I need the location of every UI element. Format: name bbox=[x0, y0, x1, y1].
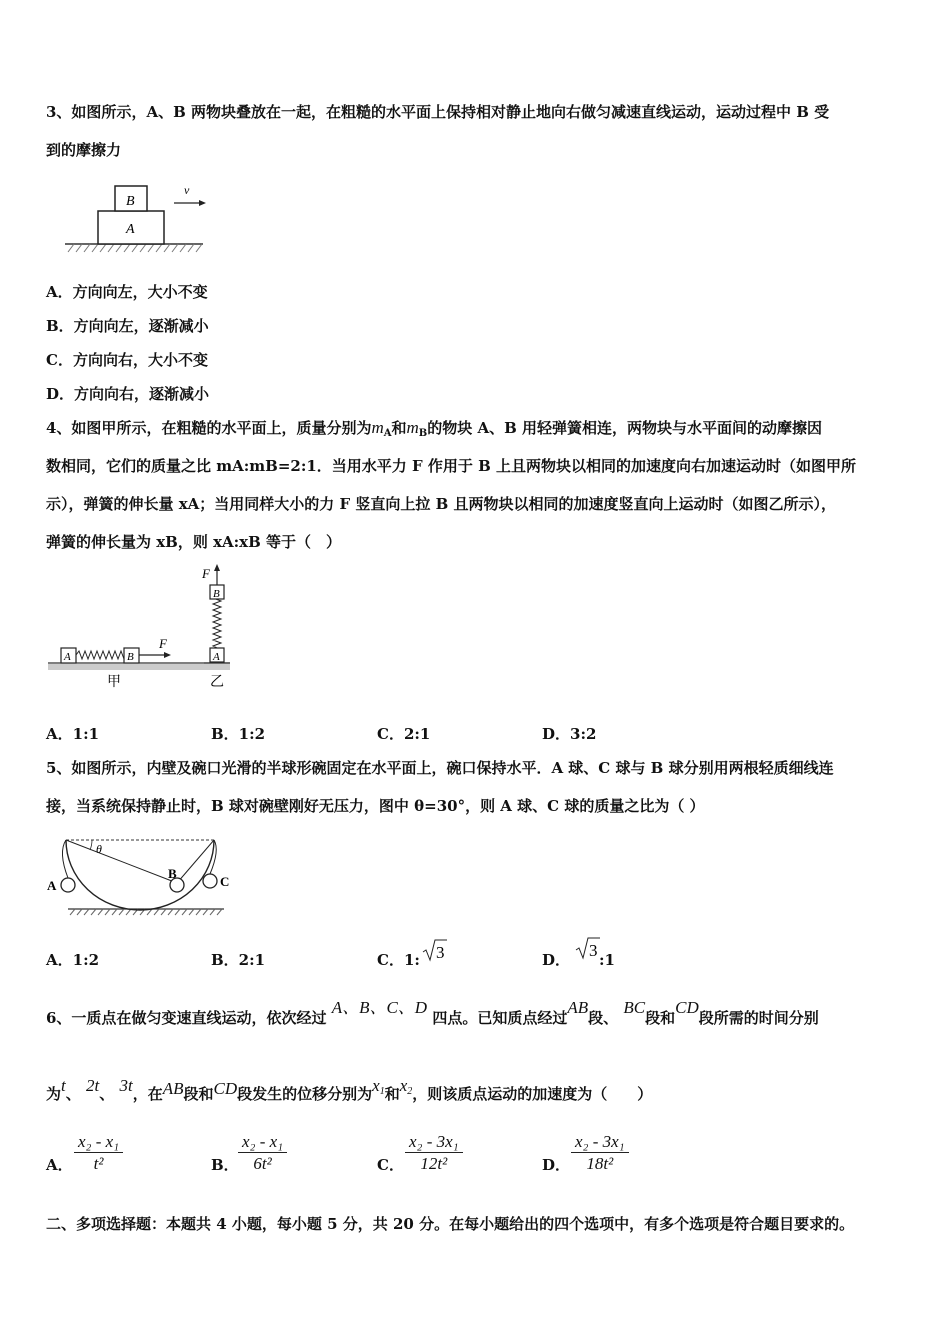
q6-option-d-label: D． bbox=[542, 1156, 571, 1174]
svg-text:A: A bbox=[47, 878, 57, 893]
q4-option-d: D．3:2 bbox=[542, 725, 597, 743]
q5-option-c: C．1: bbox=[377, 951, 420, 969]
q4-option-a: A．1:1 bbox=[46, 725, 100, 743]
label-b: B bbox=[126, 194, 135, 209]
svg-text:B: B bbox=[127, 651, 134, 663]
q6-option-c-fraction: $\frac{\text{x₂ - 3x₁}}{\text{12t²}}$ bbox=[405, 1132, 463, 1175]
q5-option-d-tail: :1 bbox=[599, 951, 615, 969]
q3-option-d: D．方向向右，逐渐减小 bbox=[46, 385, 210, 403]
velocity-arrow-icon bbox=[199, 200, 206, 206]
svg-text:B: B bbox=[168, 866, 177, 881]
q6-option-a-label: A． bbox=[46, 1156, 73, 1174]
sqrt-icon-d bbox=[574, 936, 600, 962]
q3-line2: 到的摩擦力 bbox=[46, 141, 122, 159]
q5-line1: 5、如图所示，内壁及碗口光滑的半球形碗固定在水平面上，碗口保持水平．A 球、C 球与 B 球分别用两根轻质细线连 bbox=[46, 759, 834, 777]
q4-option-b: B．1:2 bbox=[211, 725, 266, 743]
q4-option-c: C．2:1 bbox=[377, 725, 431, 743]
force-up-arrow-icon bbox=[214, 564, 220, 571]
q4-figure-spring bbox=[44, 562, 254, 692]
sqrt-icon-c bbox=[421, 938, 447, 964]
q6-option-d-fraction: $\frac{\text{x₂ - 3x₁}}{\text{18t²}}$ bbox=[571, 1132, 629, 1175]
q6-line2: 为t、 2t、 3t，在AB段和CD段发生的位移分别为$x_1$和$x_2$，则该质点运动的加速度为（ ） bbox=[46, 1076, 653, 1103]
svg-text:C: C bbox=[220, 874, 230, 889]
string-a-b bbox=[66, 840, 177, 883]
q4-line3: 示），弹簧的伸长量 xA；当用同样大小的力 F 竖直向上拉 B 且两物块以相同的加速度竖直向上运动时（如图乙所示）， bbox=[46, 495, 837, 513]
q3-figure-blocks bbox=[60, 178, 210, 258]
svg-text:3: 3 bbox=[589, 941, 598, 960]
q5-figure-bowl bbox=[44, 832, 234, 922]
svg-text:B: B bbox=[213, 588, 220, 600]
ball-c bbox=[203, 874, 217, 888]
q5-line2: 接，当系统保持静止时，B 球对碗壁刚好无压力，图中 θ=30°，则 A 球、C 球的质量之比为（ ） bbox=[46, 797, 705, 815]
q3-option-b: B．方向向左，逐渐减小 bbox=[46, 317, 209, 335]
q5-option-d: D． bbox=[542, 951, 571, 969]
caption-jia: 甲 bbox=[107, 675, 121, 690]
q6-option-a-fraction: $\frac{\text{x₂ - x₁}}{\text{t²}}$ bbox=[74, 1132, 123, 1175]
force-arrow-icon bbox=[164, 652, 171, 658]
q5-option-b: B．2:1 bbox=[211, 951, 266, 969]
q6-option-c-label: C． bbox=[377, 1156, 404, 1174]
label-v: v bbox=[184, 183, 190, 197]
svg-text:F: F bbox=[159, 636, 167, 651]
label-theta: θ bbox=[96, 842, 102, 856]
section2-heading: 二、多项选择题：本题共 4 小题，每小题 5 分，共 20 分。在每小题给出的四个选项中，有多个选项是符合题目要求的。 bbox=[46, 1215, 855, 1233]
label-a: A bbox=[126, 222, 135, 237]
q6-option-b-fraction: $\frac{\text{x₂ - x₁}}{\text{6t²}}$ bbox=[238, 1132, 287, 1175]
q3-option-c: C．方向向右，大小不变 bbox=[46, 351, 208, 369]
caption-yi: 乙 bbox=[210, 675, 224, 690]
svg-text:A: A bbox=[213, 651, 220, 663]
q4-line2: 数相同，它们的质量之比 mA:mB=2:1．当用水平力 F 作用于 B 上且两物块以相同的加速度向右加速运动时（如图甲所 bbox=[46, 457, 857, 475]
spring-vertical bbox=[213, 593, 221, 648]
ball-a bbox=[61, 878, 75, 892]
q6-line1: 6、一质点在做匀变速直线运动，依次经过 A、B、C、D 四点。已知质点经过AB段、 BC段和CD段所需的时间分别 bbox=[46, 998, 819, 1027]
svg-text:A: A bbox=[64, 651, 71, 663]
svg-text:3: 3 bbox=[436, 943, 445, 962]
q3-line1: 3、如图所示，A、B 两物块叠放在一起，在粗糙的水平面上保持相对静止地向右做匀减速直线运动，运动过程中 B 受 bbox=[46, 103, 830, 121]
q6-option-b-label: B． bbox=[211, 1156, 239, 1174]
bowl bbox=[66, 840, 214, 910]
q5-option-a: A．1:2 bbox=[46, 951, 100, 969]
q4-line4: 弹簧的伸长量为 xB，则 xA:xB 等于（ ） bbox=[46, 533, 342, 551]
q4-line1: 4、如图甲所示，在粗糙的水平面上，质量分别为$m_A$和$m_B$的物块 A、B 用轻弹簧相连，两物块与水平面间的动摩擦因 bbox=[46, 418, 823, 439]
q3-option-a: A．方向向左，大小不变 bbox=[46, 283, 208, 301]
svg-text:F: F bbox=[202, 566, 210, 581]
